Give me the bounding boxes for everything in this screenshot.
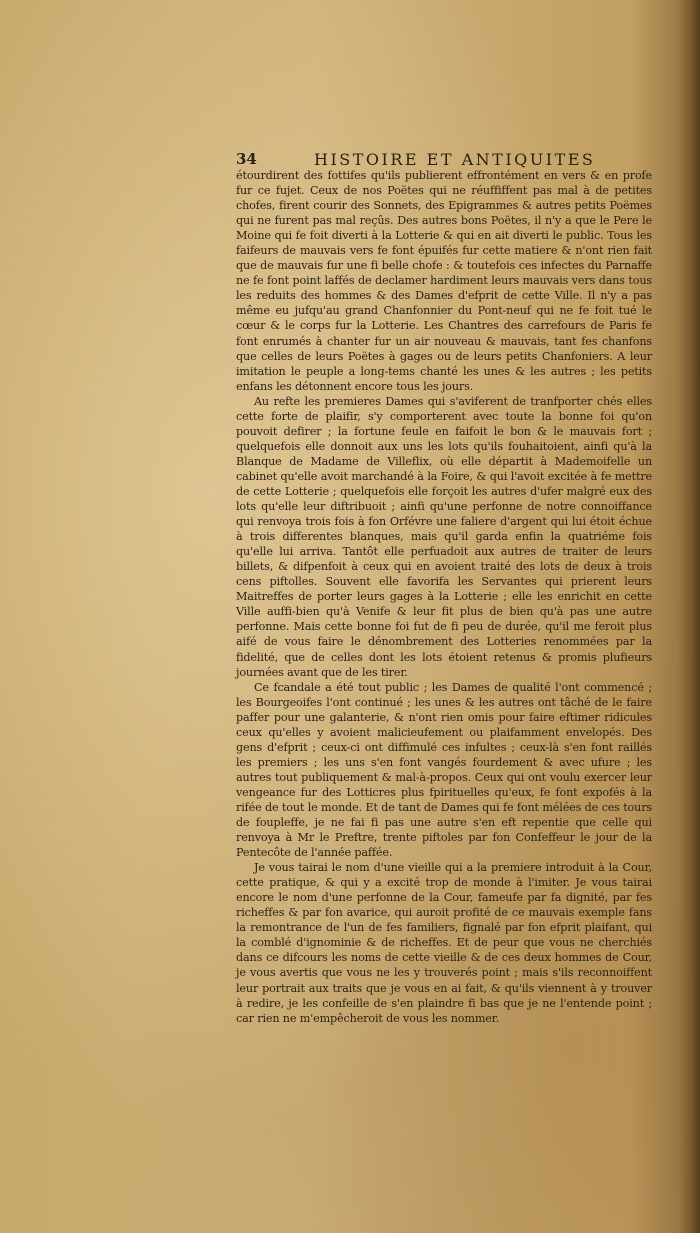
page-number: 34 — [236, 150, 257, 168]
running-title: HISTOIRE ET ANTIQUITES — [314, 150, 596, 169]
page-edge-shadow — [678, 0, 700, 1233]
paragraph: étourdirent des fottifes qu'ils publierent effrontément en vers & en profe fur ce fujet. Ceux de nos Poëtes qui ne réuffiffent pas mal à de petites chofes, firent courir des Sonnets, des Epigrammes & autres petits Poëmes qui ne furent pas mal reçûs. Des autres bons Poëtes, il n'y a que le Pere le Moine qui fe foit diverti à la Lotterie & qui en ait diverti le public. Tous les faifeurs de mauvais vers fe font épuifés fur cette matiere & n'ont rien fait que de mauvais fur une fi belle chofe : & toutefois ces infectes du Parnaffe ne fe font point laffés de declamer hardiment leurs mauvais vers dans tous les reduits des hommes & des Dames d'efprit de cette Ville. Il n'y a pas même eu jufqu'au grand Chanfonnier du Pont-neuf qui ne fe foit tué le cœur & le corps fur la Lotterie. Les Chantres des carrefours de Paris fe font enrumés à chanter fur un air nouveau & mauvais, tant fes chanfons que celles de leurs Poëtes à gages ou de leurs petits Chanfoniers. A leur imitation le peuple a long-tems chanté les unes & les autres ; les petits enfans les détonnent encore tous les jours. — [236, 169, 652, 393]
paragraph: Ce fcandale a été tout public ; les Dames de qualité l'ont commencé ; les Bourgeoifes l'ont continué ; les unes & les autres ont tâché de le faire paffer pour une galanterie, & n'ont rien omis pour faire eftimer ridicules ceux qu'elles y avoient malicieufement ou plaifamment envelopés. Des gens d'efprit ; ceux-ci ont diffimulé ces infultes ; ceux-là s'en font raillés les premiers ; les uns s'en font vangés fourdement & avec ufure ; les autres tout publiquement & mal-à-propos. Ceux qui ont voulu exercer leur vengeance fur des Lotticres plus fpirituelles qu'eux, fe font expofés à la rifée de tout le monde. Et de tant de Dames qui fe font mélées de ces tours de foupleffe, je ne fai fi pas une autre s'en eft repentie que celle qui renvoya à Mr le Preftre, trente piftoles par fon Confeffeur le jour de la Pentecôte de l'année paffée. — [236, 680, 652, 860]
paragraph: Au refte les premieres Dames qui s'aviferent de tranfporter chés elles cette forte de plaifir, s'y comporterent avec toute la bonne foi qu'on pouvoit defirer ; la fortune feule en faifoit le bon & le mauvais fort ; quelquefois elle donnoit aux uns les lots qu'ils fouhaitoient, ainfi qu'à la Blanque de Madame de Villeflix, où elle départit à Mademoifelle un cabinet qu'elle avoit marchandé à la Foire, & qui l'avoit excitée à fe mettre de cette Lotterie ; quelquefois elle forçoit les autres d'ufer malgré eux des lots qu'elle leur diftribuoit ; ainfi qu'une perfonne de notre connoiffance qui renvoya trois fois à fon Orfévre une faliere d'argent qui lui étoit échue à trois differentes blanques, mais qu'il garda enfin la quatriéme fois qu'elle lui arriva. Tantôt elle perfuadoit aux autres de traiter de leurs billets, & difpenfoit à ceux qui en avoient traité des lots de deux à trois cens piftolles. Souvent elle favorifa les Servantes qui prierent leurs Maitreffes de porter leurs gages à la Lotterie ; elle les enrichit en cette Ville auffi-bien qu'à Venife & leur fit plus de bien qu'à pas une autre perfonne. Mais cette bonne foi fut de fi peu de durée, qu'il me feroit plus aifé de vous faire le dénombrement des Lotteries renommées par la fidelité, que de celles dont les lots étoient retenus & promis plufieurs journées avant que de les tirer. — [236, 394, 652, 679]
paragraph: Je vous tairai le nom d'une vieille qui a la premiere introduit à la Cour, cette pratique, & qui y a excité trop de monde à l'imiter. Je vous tairai encore le nom d'une perfonne de la Cour, fameufe par fa dignité, par fes richeffes & par fon avarice, qui auroit profité de ce mauvais exemple fans la remontrance de l'un de fes familiers, fignalé par fon efprit plaifant, qui la comblé d'ignominie & de richeffes. Et de peur que vous ne cherchiés dans ce difcours les noms de cette vieille & de ces deux hommes de Cour, je vous avertis que vous ne les y trouverés point ; mais s'ils reconnoiffent leur portrait aux traits que je vous en ai fait, & qu'ils viennent à y trouver à redire, je les confeille de s'en plaindre fi bas que je ne l'entende point ; car rien ne m'empêcheroit de vous les nommer. — [236, 861, 652, 1025]
body-text — [236, 168, 652, 1026]
